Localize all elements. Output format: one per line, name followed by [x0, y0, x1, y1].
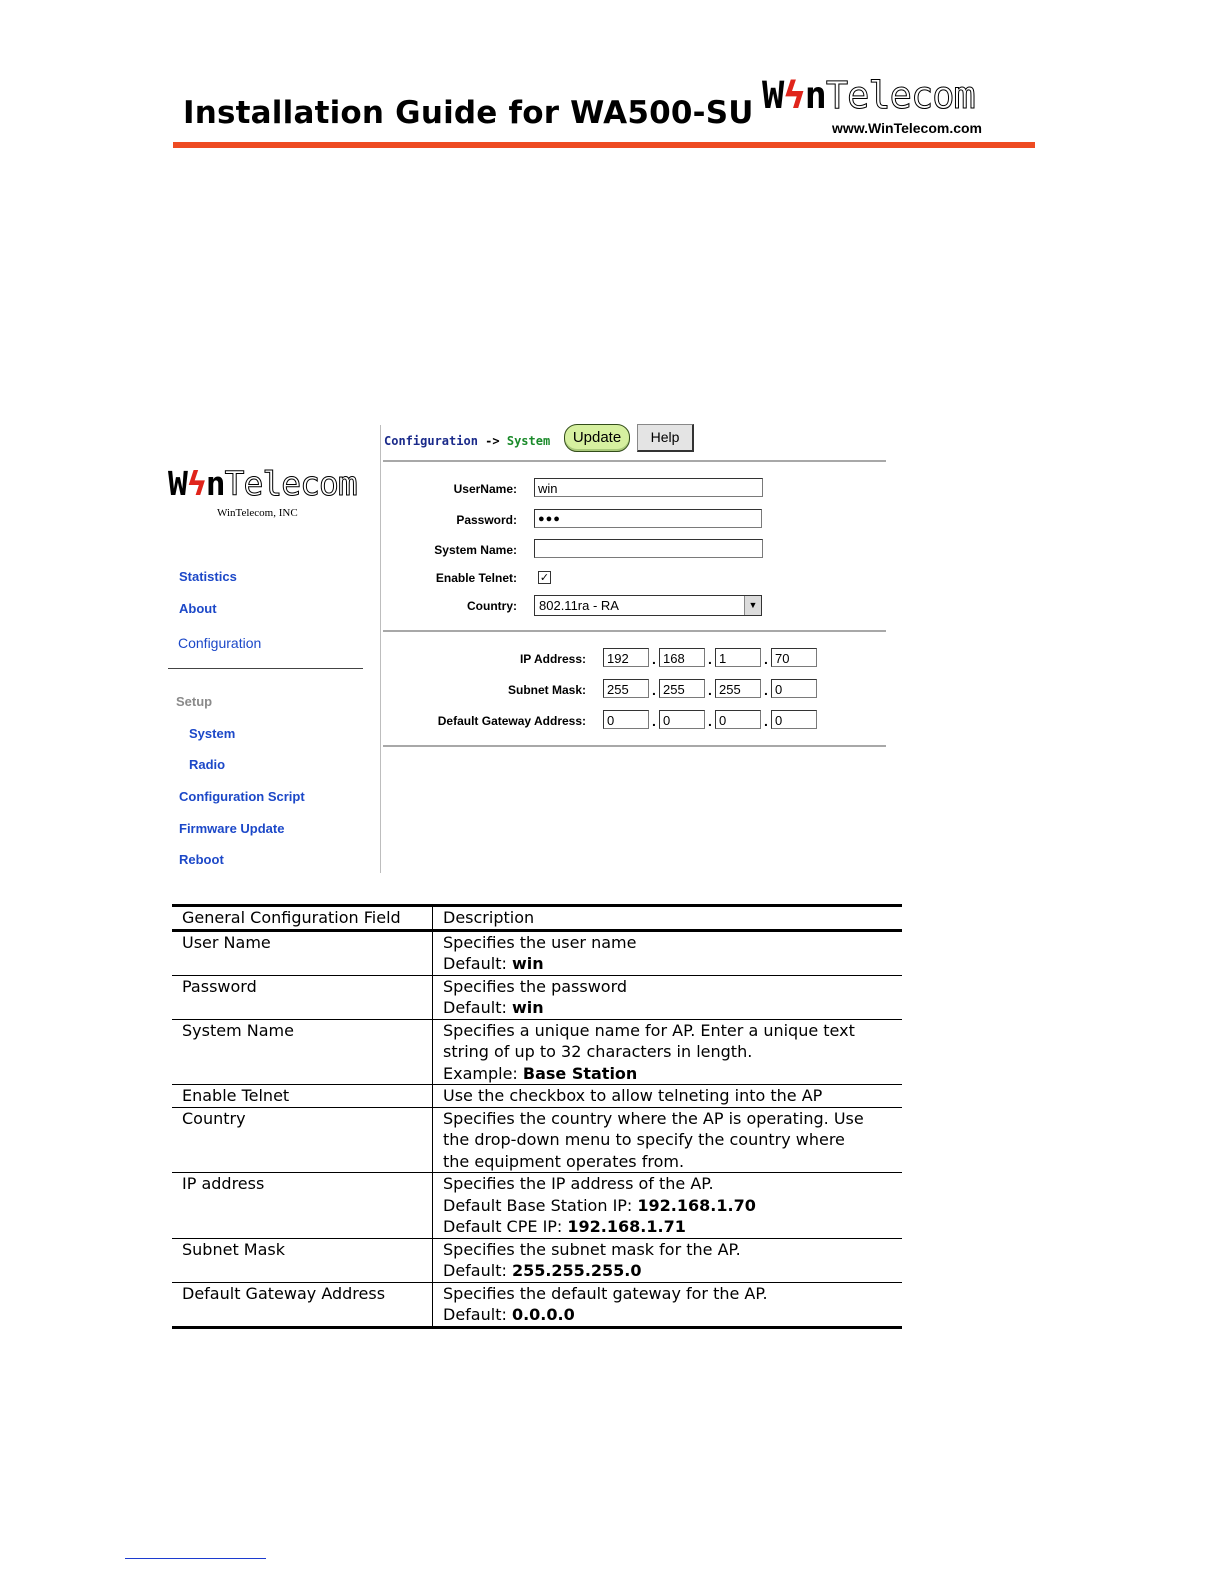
table-cell-field: User Name — [172, 930, 433, 975]
description-line — [443, 1085, 892, 1107]
description-text: Specifies a unique name for AP. Enter a unique text — [443, 1020, 855, 1040]
gateway-dot: . — [652, 713, 656, 729]
description-text: Specifies the IP address of the AP. — [443, 1174, 714, 1193]
nav-item-firmware-update[interactable]: Firmware Update — [179, 821, 285, 836]
description-line — [443, 976, 892, 998]
table-cell-field: System Name — [172, 1019, 433, 1085]
mask-octet-4-input[interactable]: 0 — [771, 679, 817, 698]
nav-item-about[interactable]: About — [179, 601, 217, 616]
password-label: Password: — [456, 513, 517, 527]
table-cell-field: Subnet Mask — [172, 1238, 433, 1282]
description-text: the equipment operates from. — [443, 1151, 685, 1171]
password-input[interactable]: ●●● — [534, 509, 762, 528]
bolt-icon: ϟ — [783, 74, 805, 117]
table-cell-description — [433, 1238, 903, 1282]
description-text: Default: — [443, 954, 512, 973]
description-text: Default: — [443, 998, 512, 1017]
description-line — [443, 1283, 892, 1305]
ip-octet-3-input[interactable]: 1 — [715, 648, 761, 667]
field-description-table — [172, 904, 902, 1329]
breadcrumb-separator: -> — [485, 434, 500, 448]
ip-octet-2-input[interactable]: 168 — [659, 648, 705, 667]
description-default-value: win — [511, 998, 544, 1017]
nav-separator — [380, 425, 381, 873]
ip-dot: . — [652, 651, 656, 667]
nav-setup-heading: Setup — [176, 694, 213, 709]
table-cell-field: Password — [172, 975, 433, 1019]
dropdown-arrow-icon[interactable]: ▼ — [744, 596, 761, 615]
gateway-dot: . — [764, 713, 768, 729]
table-row — [172, 1238, 902, 1282]
gateway-label: Default Gateway Address: — [437, 714, 586, 728]
description-line — [443, 1173, 892, 1195]
description-text: Specifies the default gateway for the AP. — [443, 1283, 768, 1303]
check-icon: ✓ — [539, 571, 550, 584]
table-header-field: General Configuration Field — [172, 906, 433, 931]
table-cell-description — [433, 930, 903, 975]
description-text: Example: — [443, 1063, 523, 1083]
nav-item-radio[interactable]: Radio — [189, 757, 226, 772]
nav-logo-subtitle: WinTelecom, INC — [217, 507, 298, 519]
gateway-octet-1-input[interactable]: 0 — [603, 710, 649, 729]
table-cell-description — [433, 1019, 903, 1085]
description-text: Specifies the password — [443, 976, 628, 996]
description-line — [443, 932, 892, 954]
table-row — [172, 1173, 902, 1239]
description-line — [443, 1239, 892, 1261]
table-cell-description — [433, 1085, 903, 1108]
table-row — [172, 1085, 902, 1108]
country-select[interactable] — [534, 595, 762, 616]
update-button[interactable]: Update — [564, 424, 630, 452]
config-divider-middle — [383, 630, 886, 632]
header-logo-url: www.WinTelecom.com — [832, 120, 983, 136]
nav-item-reboot[interactable]: Reboot — [179, 852, 224, 867]
mask-dot: . — [708, 682, 712, 698]
ip-address-label: IP Address: — [519, 652, 586, 666]
system-name-input[interactable] — [534, 539, 763, 558]
table-body — [172, 930, 902, 1327]
description-line — [443, 1129, 892, 1151]
ip-dot: . — [764, 651, 768, 667]
telnet-checkbox[interactable] — [538, 571, 551, 584]
breadcrumb — [384, 434, 550, 448]
description-default-value: 255.255.255.0 — [511, 1261, 642, 1280]
nav-logo — [168, 464, 368, 524]
ip-octet-1-input[interactable]: 192 — [603, 648, 649, 667]
nav-divider — [168, 668, 363, 669]
description-line — [443, 1063, 892, 1085]
description-text: Specifies the country where the AP is operating. Use — [443, 1108, 864, 1128]
description-text: Default: — [443, 1261, 512, 1280]
table-cell-field: Enable Telnet — [172, 1085, 433, 1108]
mask-dot: . — [764, 682, 768, 698]
description-line — [443, 953, 892, 975]
username-label: UserName: — [453, 482, 517, 496]
subnet-mask-label: Subnet Mask: — [507, 683, 586, 697]
breadcrumb-current: System — [506, 434, 551, 448]
breadcrumb-root[interactable]: Configuration — [384, 434, 478, 448]
description-text: Use the checkbox to allow telneting into the AP — [443, 1086, 823, 1105]
mask-dot: . — [652, 682, 656, 698]
description-text: Default: — [443, 1305, 512, 1324]
description-line — [443, 1020, 892, 1042]
description-default-value: win — [511, 954, 544, 973]
help-button[interactable]: Help — [637, 424, 694, 452]
ip-dot: . — [708, 651, 712, 667]
table-header-row — [172, 906, 902, 931]
description-default-value: 192.168.1.71 — [567, 1217, 686, 1236]
mask-octet-2-input[interactable]: 255 — [659, 679, 705, 698]
mask-octet-3-input[interactable]: 255 — [715, 679, 761, 698]
table-cell-description — [433, 1282, 903, 1327]
config-divider-bottom — [383, 745, 886, 747]
description-line — [443, 1108, 892, 1130]
table-cell-field: IP address — [172, 1173, 433, 1239]
table-cell-description — [433, 1107, 903, 1173]
username-input[interactable]: win — [534, 478, 763, 497]
telnet-label: Enable Telnet: — [435, 571, 517, 585]
bolt-icon: ϟ — [186, 464, 206, 503]
mask-octet-1-input[interactable]: 255 — [603, 679, 649, 698]
nav-item-system[interactable]: System — [189, 726, 236, 741]
table-cell-description — [433, 975, 903, 1019]
nav-item-statistics[interactable]: Statistics — [179, 569, 237, 584]
description-text: Default Base Station IP: — [443, 1195, 638, 1215]
description-default-value: 0.0.0.0 — [511, 1305, 575, 1324]
header-logo — [762, 74, 1024, 140]
ip-octet-4-input[interactable]: 70 — [771, 648, 817, 667]
gateway-octet-4-input[interactable]: 0 — [771, 710, 817, 729]
gateway-dot: . — [708, 713, 712, 729]
description-line — [443, 1195, 892, 1217]
footnote-rule — [125, 1558, 266, 1559]
description-line — [443, 1304, 892, 1326]
description-default-value: Base Station — [522, 1063, 638, 1083]
document-title: Installation Guide for WA500-SU — [183, 95, 754, 131]
config-divider-top — [383, 460, 886, 462]
description-default-value: 192.168.1.70 — [637, 1195, 756, 1215]
nav-logo-wordmark: WϟnTelecom — [168, 464, 357, 503]
gateway-octet-3-input[interactable]: 0 — [715, 710, 761, 729]
country-selected-value: 802.11ra - RA — [539, 598, 619, 613]
description-line — [443, 1260, 892, 1282]
description-text: Specifies the subnet mask for the AP. — [443, 1239, 741, 1259]
description-text: the drop-down menu to specify the country where — [443, 1130, 845, 1149]
table-cell-description — [433, 1173, 903, 1239]
table-row — [172, 930, 902, 975]
table-cell-field: Default Gateway Address — [172, 1282, 433, 1327]
table-row — [172, 1107, 902, 1173]
header-logo-wordmark: WϟnTelecom — [762, 74, 975, 117]
table-row — [172, 975, 902, 1019]
system-name-label: System Name: — [434, 543, 517, 557]
description-text: Specifies the user name — [443, 932, 637, 952]
nav-item-configuration[interactable]: Configuration — [178, 635, 262, 651]
description-line — [443, 1216, 892, 1238]
description-line — [443, 1041, 892, 1063]
gateway-octet-2-input[interactable]: 0 — [659, 710, 705, 729]
description-text: Default CPE IP: — [443, 1217, 568, 1236]
table-header-description: Description — [433, 906, 903, 931]
table-row — [172, 1282, 902, 1327]
country-label: Country: — [467, 599, 517, 613]
description-line — [443, 997, 892, 1019]
description-text: string of up to 32 characters in length. — [443, 1042, 753, 1061]
header-rule — [173, 142, 1035, 148]
description-line — [443, 1151, 892, 1173]
nav-item-configuration-script[interactable]: Configuration Script — [179, 789, 305, 804]
table-cell-field: Country — [172, 1107, 433, 1173]
table-row — [172, 1019, 902, 1085]
